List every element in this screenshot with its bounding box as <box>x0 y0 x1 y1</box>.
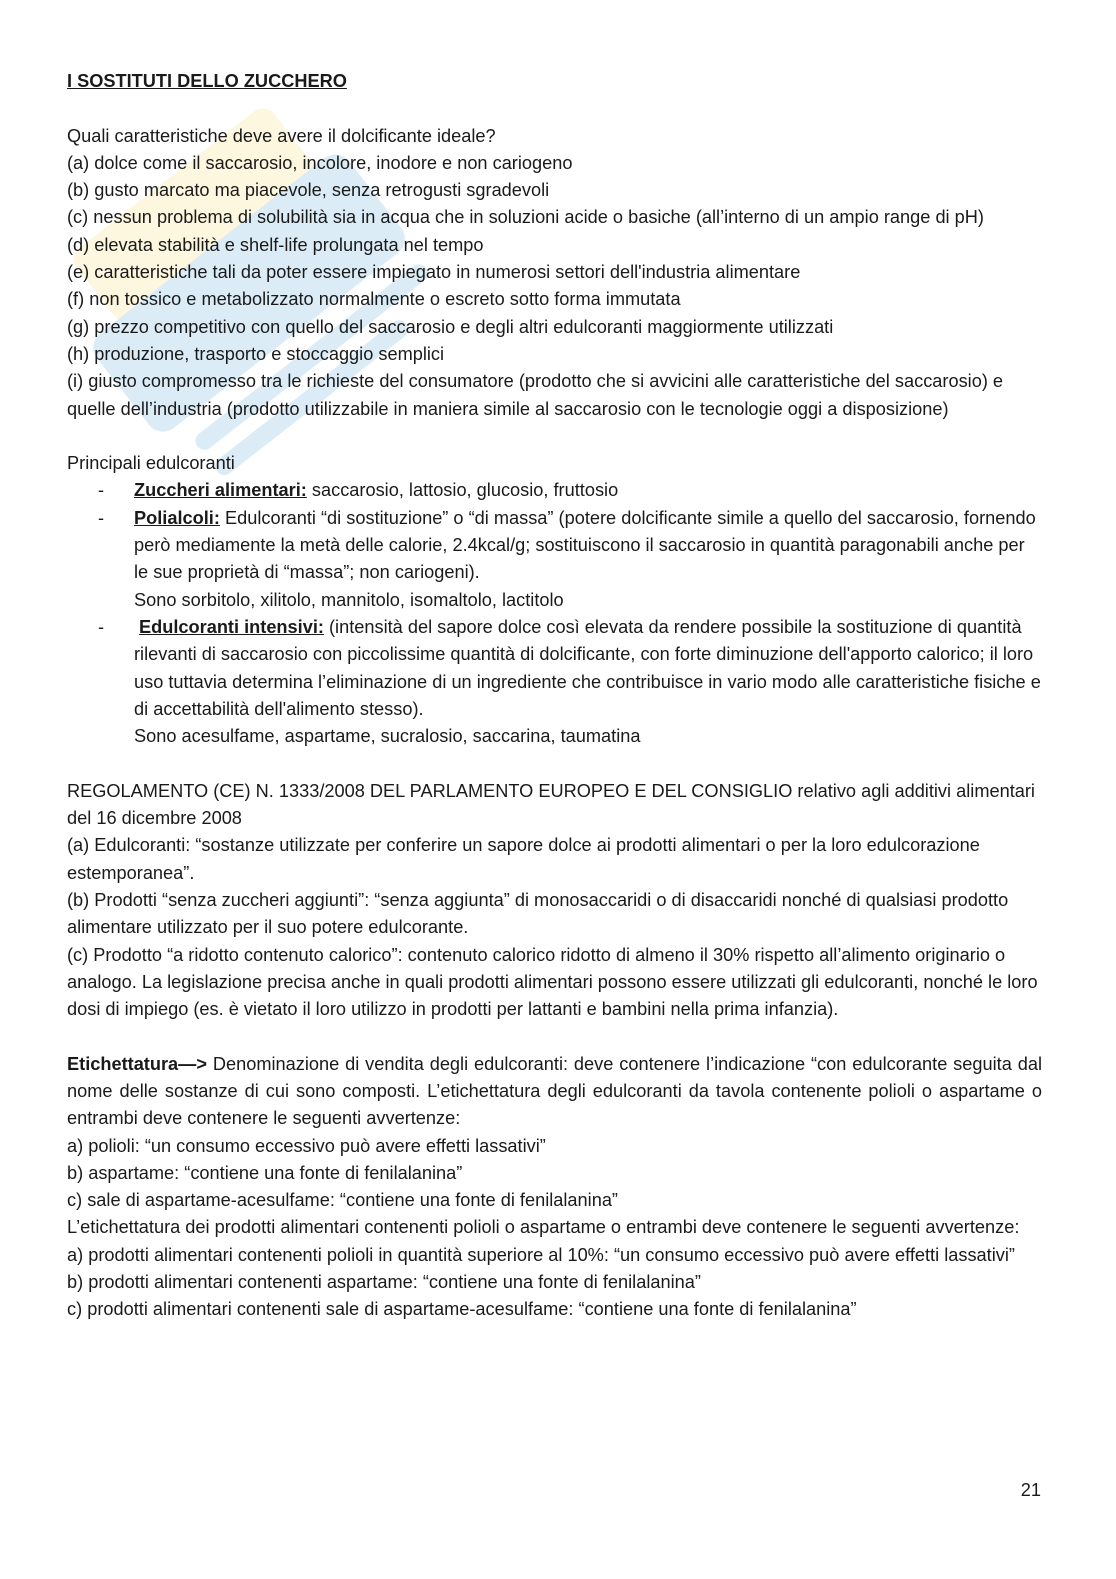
sweetener-examples: Sono acesulfame, aspartame, sucralosio, saccarina, taumatina <box>134 726 641 747</box>
intro-question: Quali caratteristiche deve avere il dolcificante ideale? <box>67 125 496 146</box>
characteristic-item: (g) prezzo competitivo con quello del saccarosio e degli altri edulcoranti maggiormente utilizzati <box>67 316 834 337</box>
foods-intro: L’etichettatura dei prodotti alimentari contenenti polioli o aspartame o entrambi deve contenere le seguenti avvertenze: <box>67 1217 1020 1238</box>
regulation-point: (a) Edulcoranti: “sostanze utilizzate per conferire un sapore dolce ai prodotti alimentari o per la loro edulcorazione estemporanea”. <box>67 835 980 883</box>
page-number: 21 <box>1020 1480 1041 1500</box>
sweetener-text: (intensità del sapore dolce così elevata da rendere possibile la sostituzione di quantità rilevanti di saccarosio con piccolissime quantità di dolcificante, con forte diminuzione dell'apporto calorico; il loro uso tuttavia determina l’eliminazione di un ingrediente che contribuisce in vario modo alle caratteristiche fisiche e di accettabilità dell'alimento stesso). <box>134 616 1041 719</box>
table-warning: c) sale di aspartame-acesulfame: “contiene una fonte di fenilalanina” <box>67 1190 618 1211</box>
characteristic-item: (h) produzione, trasporto e stoccaggio semplici <box>67 343 445 364</box>
list-dash: - <box>98 480 105 501</box>
labeling-label: Etichettatura—> <box>67 1053 207 1074</box>
sweetener-label: Polialcoli: <box>134 507 220 528</box>
sweetener-examples: Sono sorbitolo, xilitolo, mannitolo, isomaltolo, lactitolo <box>134 589 564 610</box>
list-dash: - <box>98 507 105 528</box>
sweeteners-list <box>67 477 1042 750</box>
list-dash: - <box>98 616 105 637</box>
labeling-paragraph <box>67 1051 1042 1133</box>
characteristic-item: (d) elevata stabilità e shelf-life prolungata nel tempo <box>67 234 484 255</box>
characteristic-item: (b) gusto marcato ma piacevole, senza retrogusti sgradevoli <box>67 180 550 201</box>
characteristic-item: (c) nessun problema di solubilità sia in acqua che in soluzioni acide o basiche (all’interno di un ampio range di pH) <box>67 207 984 228</box>
sweetener-text: saccarosio, lattosio, glucosio, fruttosio <box>306 480 619 501</box>
sweetener-text: Edulcoranti “di sostituzione” o “di massa” (potere dolcificante simile a quello del saccarosio, fornendo però mediamente la metà delle calorie, 2.4kcal/g; sostituiscono il saccarosio in quantità paragonabili anche per le sue proprietà di “massa”; non cariogeni). <box>134 507 1036 583</box>
characteristics-list <box>67 150 1042 423</box>
characteristic-item: (i) giusto compromesso tra le richieste del consumatore (prodotto che si avvicini alle caratteristiche del saccarosio) e quelle dell’industria (prodotto utilizzabile in maniera simile al saccarosio con le tecnologie oggi a disposizione) <box>67 371 1004 419</box>
regulation-intro: REGOLAMENTO (CE) N. 1333/2008 DEL PARLAMENTO EUROPEO E DEL CONSIGLIO relativo agli additivi alimentari del 16 dicembre 2008 <box>67 780 1035 829</box>
sweeteners-heading: Principali edulcoranti <box>67 453 235 474</box>
sweetener-label: Edulcoranti intensivi: <box>139 616 324 637</box>
regulation-point: (b) Prodotti “senza zuccheri aggiunti”: “senza aggiunta” di monosaccaridi o di disaccaridi nonché di qualsiasi prodotto alimentare utilizzato per il suo potere edulcorante. <box>67 889 1009 938</box>
regulation-point: (c) Prodotto “a ridotto contenuto calorico”: contenuto calorico ridotto di almeno il 30% rispetto all’alimento originario o analogo. La legislazione precisa anche in quali prodotti alimentari possono essere utilizzati gli edulcoranti, nonché le loro dosi di impiego (es. è vietato il loro utilizzo in prodotti per lattanti e bambini nella prima infanzia). <box>67 944 1038 1020</box>
labeling-text: Denominazione di vendita degli edulcoranti: deve contenere l’indicazione “con edulcorante seguita dal nome delle sostanze di cui sono composti. L’etichettatura degli edulcoranti da tavola contenente polioli o aspartame o entrambi deve contenere le seguenti avvertenze: <box>67 1053 1042 1129</box>
document-page <box>67 68 1042 1324</box>
food-warning: a) prodotti alimentari contenenti polioli in quantità superiore al 10%: “un consumo eccessivo può avere effetti lassativi” <box>67 1244 1015 1265</box>
characteristic-item: (e) caratteristiche tali da poter essere impiegato in numerosi settori dell'industria alimentare <box>67 262 801 283</box>
food-warning: c) prodotti alimentari contenenti sale di aspartame-acesulfame: “contiene una fonte di fenilalanina” <box>67 1299 857 1320</box>
page-title: I SOSTITUTI DELLO ZUCCHERO <box>67 71 347 91</box>
sweetener-item-sugars <box>67 477 1042 504</box>
sweetener-label: Zuccheri alimentari: <box>134 480 307 501</box>
characteristic-item: (f) non tossico e metabolizzato normalmente o escreto sotto forma immutata <box>67 289 681 310</box>
food-warning: b) prodotti alimentari contenenti aspartame: “contiene una fonte di fenilalanina” <box>67 1272 701 1293</box>
characteristic-item: (a) dolce come il saccarosio, incolore, inodore e non cariogeno <box>67 152 573 173</box>
sweetener-item-intensive <box>67 614 1042 750</box>
table-warning: a) polioli: “un consumo eccessivo può avere effetti lassativi” <box>67 1135 546 1156</box>
sweetener-item-polyols <box>67 505 1042 614</box>
table-warning: b) aspartame: “contiene una fonte di fenilalanina” <box>67 1162 463 1183</box>
